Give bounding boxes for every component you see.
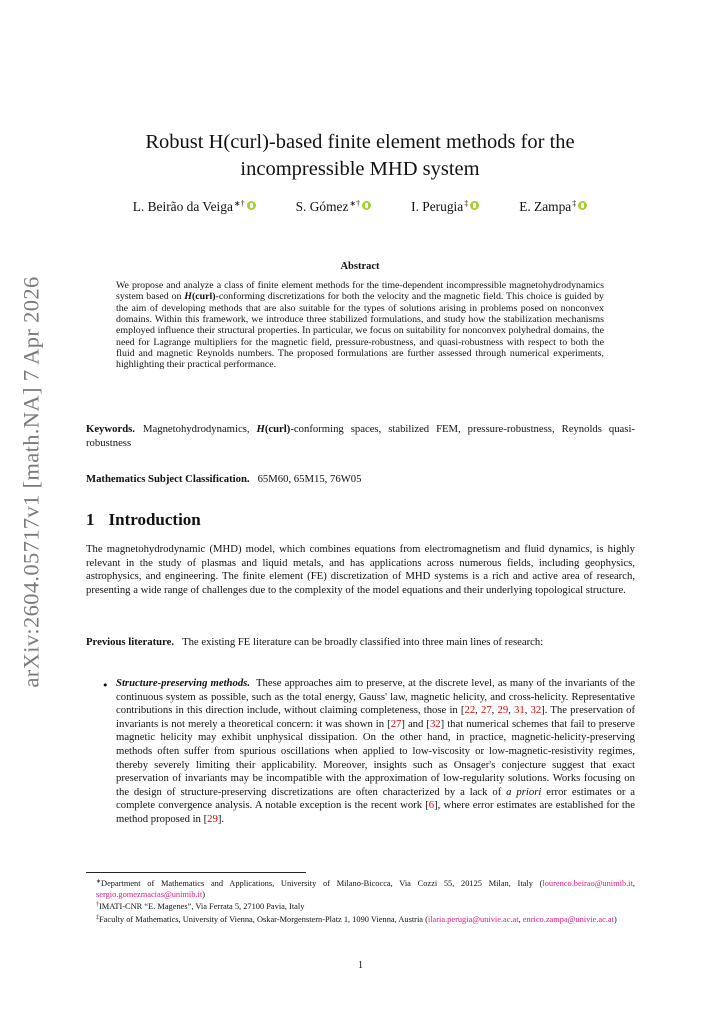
footnote [86,877,635,900]
abstract-text-part: -conforming discretizations for both the velocity and the magnetic field. This choice is guided by the aim of developing methods that are also suitable for the types of solutions arising in problems posed on nonconvex domains. Within this framework, we introduce three stabilized formulations, and study how the stabilization mechanisms employed influence their structural properties. In particular, we focus on suitability for nonconvex polyhedral domains, the need for Lagrange multipliers for the magnetic field, pressure-robustness, and quasi-robustness with respect to both the fluid and magnetic Reynolds numbers. The proposed formulations are further assessed through numerical experiments, highlighting their practical performance. [116,291,604,371]
abstract-text [116,280,604,371]
author [296,199,372,215]
author-name: I. Perugia [411,199,464,214]
footnote-text: , [518,914,523,924]
title-line-1: Robust H(curl)-based finite element methods for the [145,131,575,153]
author-name: L. Beirão da Veiga [132,199,233,214]
author-name: E. Zampa [519,199,572,214]
intro-paragraph: The magnetohydrodynamic (MHD) model, which combines equations from electromagnetism and fluid dynamics, is highly relevant in the study of plasmas and liquid metals, and has applications across numerous fields, including geophysics, astrophysics, and engineering. The finite element (FE) discretization of MHD systems is a rich and active area of research, presenting a wide range of challenges due to the complexity of the model equations and their underlying topological structure. [86,543,635,596]
author-list [86,199,634,215]
msc-codes: 65M60, 65M15, 76W05 [257,473,362,485]
bullet-text: These approaches aim to preserve, at the discrete level, as many of the invariants of the continuous system as possible, such as the total energy, Gauss' law, magnetic helicity, and cross-helicity. Representative contributions in this direction include, without claiming completeness, those in [ [116,677,636,717]
citation-link[interactable]: 29 [497,704,509,717]
orcid-icon[interactable] [362,201,371,210]
keywords-label: Keywords. [86,423,135,435]
email-link[interactable]: lourenco.beirao@unimib.it [542,879,633,888]
footnote-mark: † [96,902,99,909]
email-link[interactable]: enrico.zampa@univie.ac.at [522,914,614,924]
arxiv-identifier-text: arXiv:2604.05717v1 [math.NA] 7 Apr 2026 [19,276,45,688]
math-symbol: (curl) [264,423,291,435]
footnote [86,913,635,926]
previous-literature-label: Previous literature. [86,636,175,648]
previous-literature [86,636,635,650]
footnote-mark: ‡ [96,914,99,921]
footnote [86,900,635,913]
abstract-text-part: We propose and analyze a class of finite element methods for the time-dependent incompressible magnetohydrodynamics system based on [116,280,604,303]
keywords [86,423,635,450]
citation-link[interactable]: 6 [428,799,435,812]
bullet-text: ], where error estimates are established for the method proposed in [ [116,799,635,825]
keywords-text: Magnetohydrodynamics, [142,423,257,435]
orcid-icon[interactable] [470,201,479,210]
citation-link[interactable]: 22 [464,704,476,717]
paper-title [86,129,634,183]
affiliation-marks: ∗† [349,199,361,208]
footnote-text: ) [202,889,205,899]
section-title: Introduction [108,510,201,529]
section-heading [86,510,201,530]
page-number: 1 [357,960,364,971]
author [411,199,479,215]
affiliation-marks: ∗† [233,199,245,208]
bullet-text: ] that numerical schemes that fail to preserve magnetic helicity may exhibit unphysical dissipation. On the other hand, in practice, magnetic-helicity-preserving methods often suffer from spurious oscillations when applied to low-viscosity or low-magnetic-resistivity regimes, thereby severely limiting their applicability. Moreover, insights such as Onsager's conjecture suggest that exact preservation of invariants may be incompatible with the approximation of low-regularity solutions. Works focusing on the design of structure-preserving discretizations are often characterized by a lack of [116,717,636,798]
author [133,199,256,215]
math-symbol: H [184,291,192,303]
bullet-item: Structure-preserving methods. These approaches aim to preserve, at the discrete level, as many of the invariants of the continuous system as possible, such as the total energy, Gauss' law, magnetic helicity, and cross-helicity. Representative contributions in this direction include, without claiming completeness, those in [22, 27, 29, 31, 32]. The preservation of invariants is not merely a theoretical concern: it was shown in [27] and [32] that numerical schemes that fail to preserve magnetic helicity may exhibit unphysical dissipation. On the other hand, in practice, magnetic-helicity-preserving methods often suffer from spurious oscillations when applied to low-viscosity or low-magnetic-resistivity regimes, thereby severely limiting their applicability. Moreover, insights such as Onsager's conjecture suggest that exact preservation of invariants may be incompatible with the approximation of low-regularity solutions. Works focusing on the design of structure-preserving discretizations are often characterized by a lack of a priori error estimates or a complete convergence analysis. A notable exception is the recent work [6], where error estimates are established for the method proposed in [29]. [116,677,636,825]
bullet-text: error estimates or a complete convergence analysis. A notable exception is the recent work [ [116,785,635,812]
citation-link[interactable]: 27 [480,704,492,717]
email-link[interactable]: ilaria.perugia@univie.ac.at [427,914,519,924]
footnote-text: Department of Mathematics and Applications, University of Milano-Bicocca, Via Cozzi 55, 20125 Milan, Italy ( [101,879,543,888]
author-name: S. Gómez [295,199,349,214]
previous-literature-text: The existing FE literature can be broadly classified into three main lines of research: [182,636,544,648]
citation-link[interactable]: 32 [429,717,441,730]
author [519,199,587,215]
footnotes [86,877,635,925]
footnote-text: IMATI-CNR “E. Magenes”, Via Ferrata 5, 27100 Pavia, Italy [99,902,305,912]
footnote-text: ) [613,914,617,924]
title-line-2: incompressible MHD system [240,158,480,180]
bullet-title: Structure-preserving methods. [116,677,251,689]
affiliation-marks: ‡ [464,199,469,208]
footnote-mark: ∗ [96,879,102,885]
footnote-rule [86,872,306,873]
bullet-text: ]. The preservation of invariants is not merely a theoretical concern: it was shown in [ [116,704,636,730]
orcid-icon[interactable] [247,201,256,210]
bullet-marker: • [102,679,109,692]
citation-link[interactable]: 32 [530,704,542,717]
orcid-icon[interactable] [578,201,587,210]
abstract-heading: Abstract [340,261,380,272]
arxiv-identifier [12,276,52,688]
emphasis: a priori [506,785,542,798]
math-symbol: H [256,423,265,435]
email-link[interactable]: sergio.gomezmacias@unimib.it [96,889,203,899]
citation-link[interactable]: 31 [514,704,525,717]
bullet-text: ] and [ [401,717,430,730]
citation-link[interactable]: 27 [390,717,402,730]
affiliation-marks: ‡ [572,199,577,208]
footnote-text: , [632,879,635,888]
section-number: 1 [86,510,95,529]
bullet-text: ]. [217,812,225,825]
math-symbol: (curl) [191,291,216,303]
citation-link[interactable]: 29 [207,812,218,825]
msc [86,473,635,487]
keywords-text: -conforming spaces, stabilized FEM, pressure-robustness, Reynolds quasi-robustness [86,423,635,449]
footnote-text: Faculty of Mathematics, University of Vienna, Oskar-Morgenstern-Platz 1, 1090 Vienna, Austria ( [99,914,428,924]
msc-label: Mathematics Subject Classification. [86,473,250,485]
